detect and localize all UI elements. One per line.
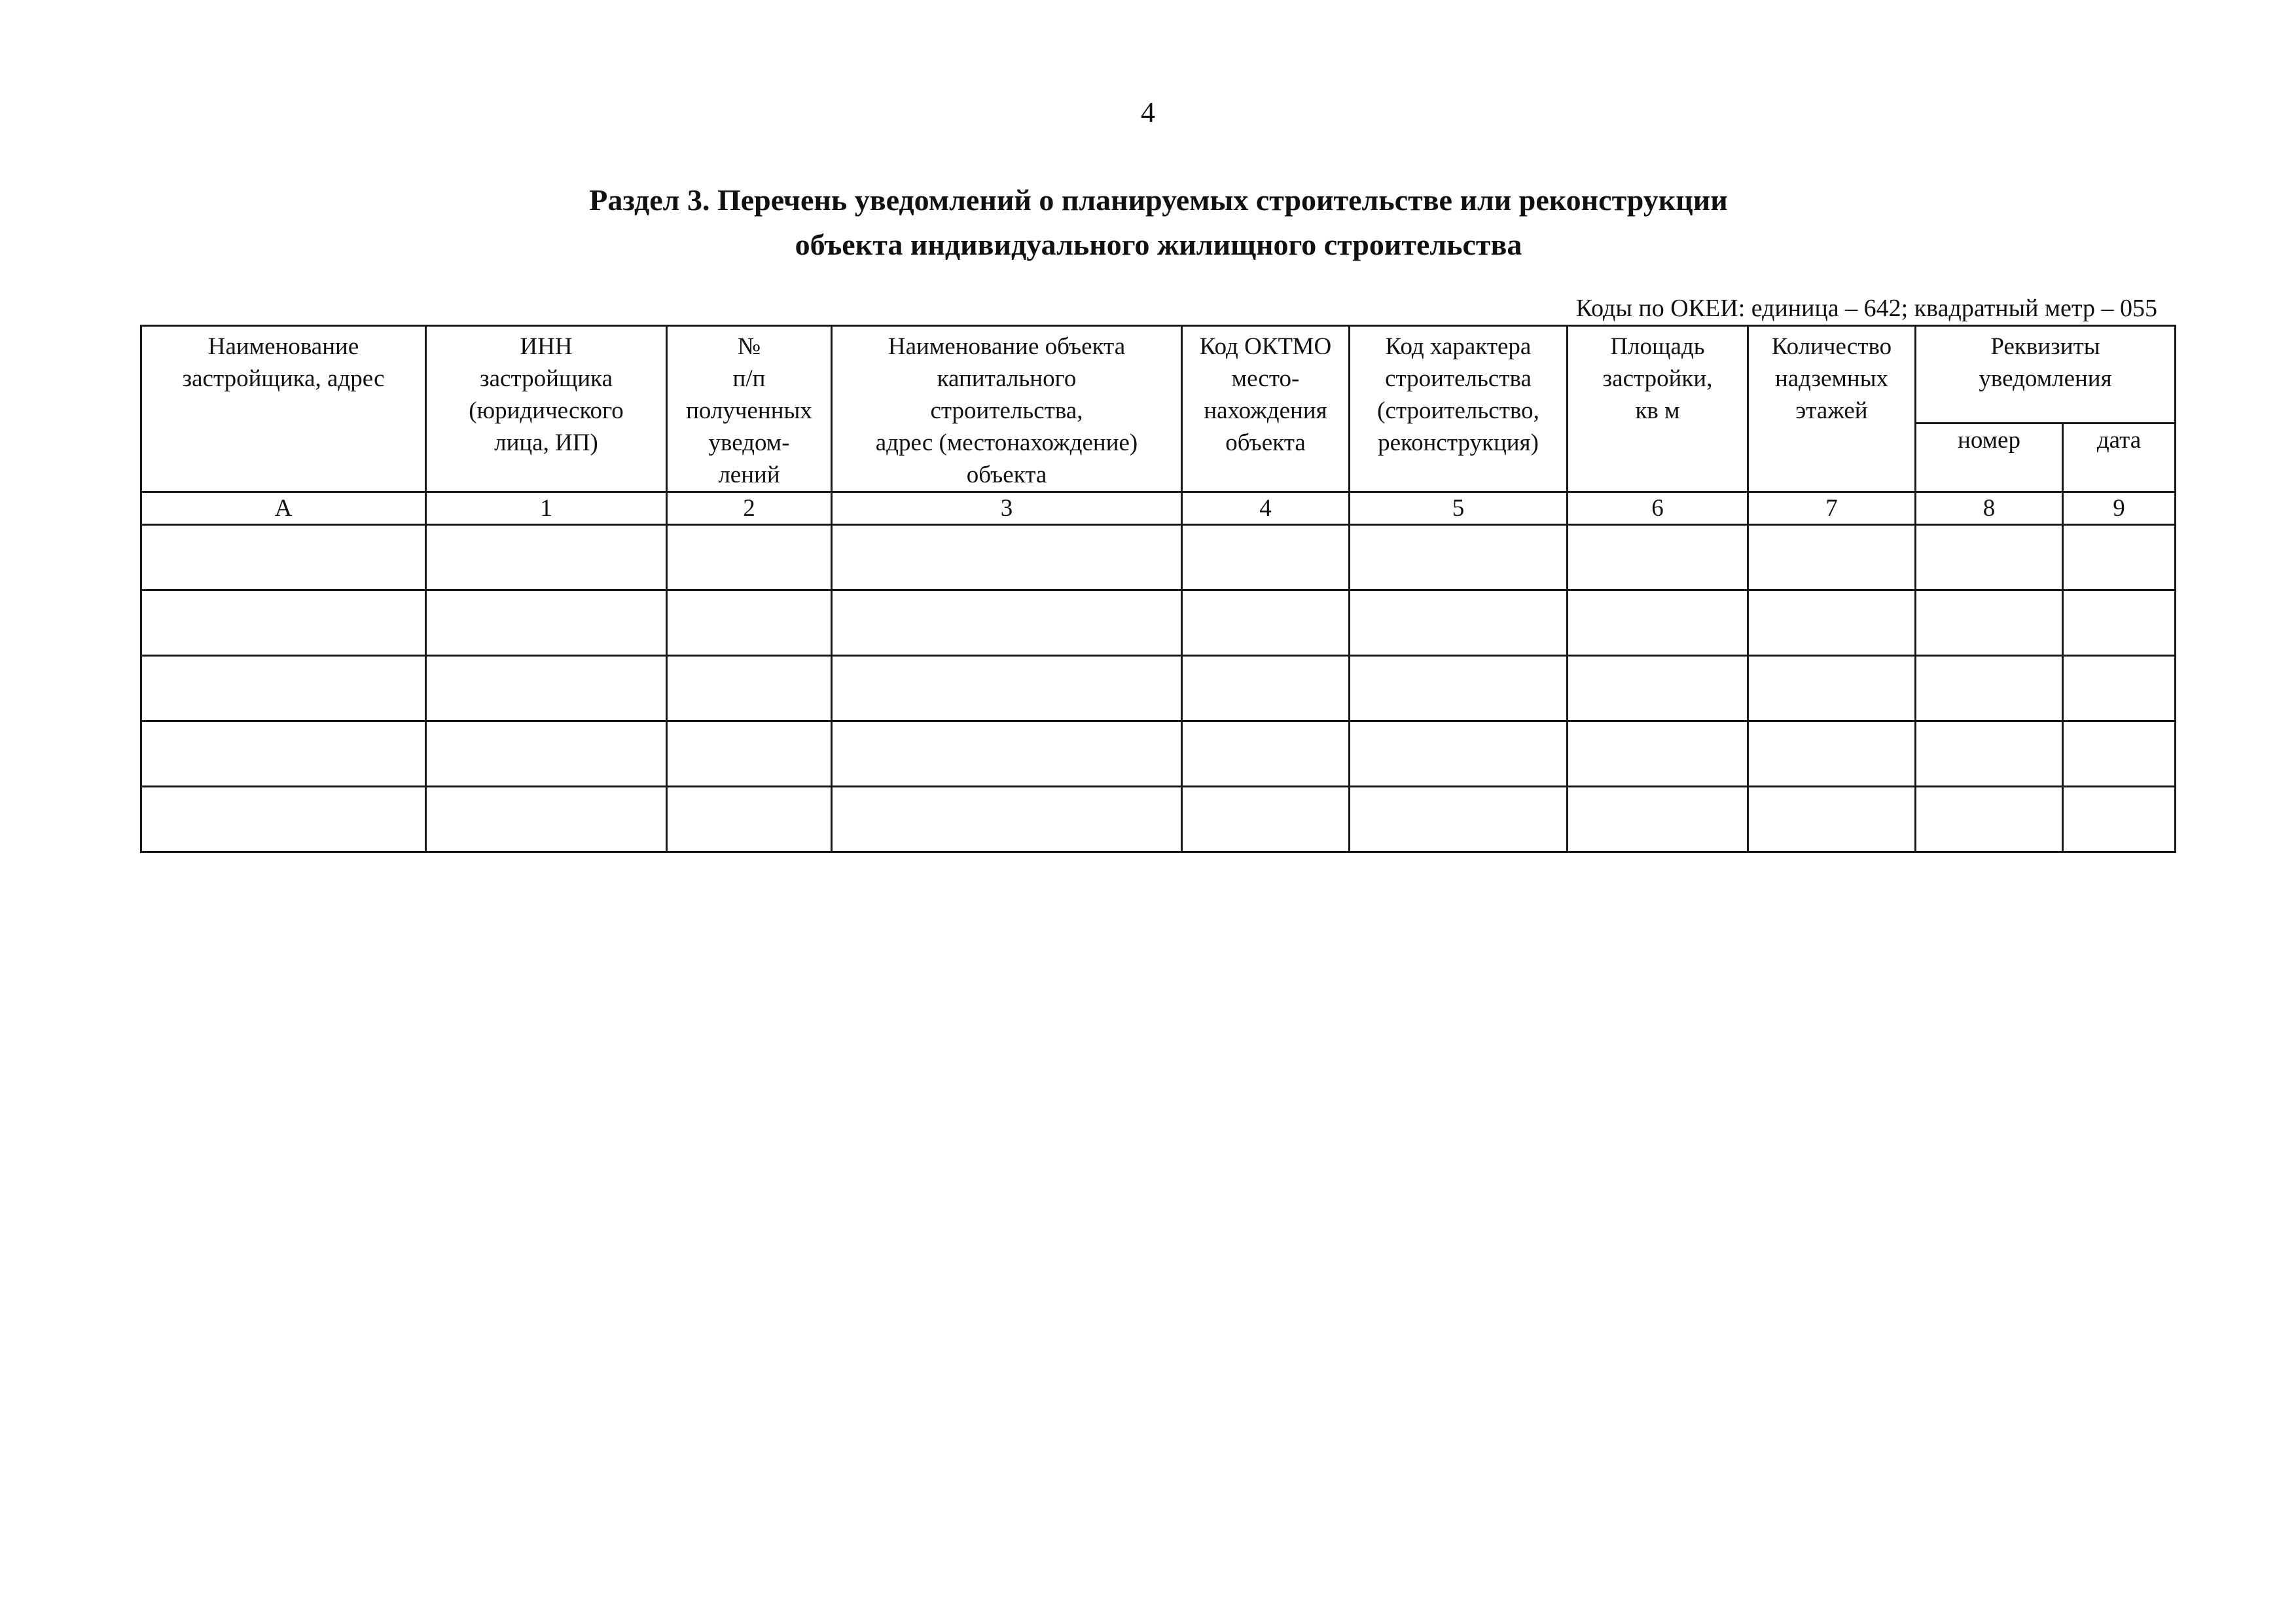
table-row (141, 787, 2176, 852)
header-floors-count: Количество надземных этажей (1748, 326, 1916, 492)
table-cell[interactable] (141, 787, 426, 852)
table-row (141, 721, 2176, 787)
table-cell[interactable] (2063, 525, 2176, 590)
table-cell[interactable] (1350, 721, 1568, 787)
table-cell[interactable] (1568, 656, 1748, 721)
header-notification-number: № п/п полученных уведом- лений (667, 326, 832, 492)
column-number: 8 (1916, 492, 2063, 525)
table-cell[interactable] (141, 721, 426, 787)
table-cell[interactable] (1748, 590, 1916, 656)
table-cell[interactable] (426, 590, 667, 656)
header-object-name: Наименование объекта капитального строительства, адрес (местонахождение) объекта (832, 326, 1182, 492)
table-row (141, 525, 2176, 590)
table-cell[interactable] (667, 721, 832, 787)
table-cell[interactable] (1916, 525, 2063, 590)
header-construction-type-code: Код характера строительства (строительство, реконструкция) (1350, 326, 1568, 492)
column-number: 3 (832, 492, 1182, 525)
column-numbers-row (141, 492, 2176, 525)
table-cell[interactable] (1182, 590, 1350, 656)
table-cell[interactable] (832, 656, 1182, 721)
header-notification-num: номер (1916, 424, 2063, 492)
column-number: 4 (1182, 492, 1350, 525)
table-cell[interactable] (1182, 525, 1350, 590)
table-cell[interactable] (141, 590, 426, 656)
table-cell[interactable] (667, 590, 832, 656)
header-notification-date: дата (2063, 424, 2176, 492)
column-number: 7 (1748, 492, 1916, 525)
table-cell[interactable] (1748, 721, 1916, 787)
notifications-table (140, 325, 2176, 853)
column-number: А (141, 492, 426, 525)
table-cell[interactable] (1350, 656, 1568, 721)
table-cell[interactable] (832, 525, 1182, 590)
table-cell[interactable] (1568, 787, 1748, 852)
section-title (327, 178, 1990, 267)
table-cell[interactable] (426, 721, 667, 787)
table-cell[interactable] (1568, 525, 1748, 590)
table-cell[interactable] (426, 525, 667, 590)
table-cell[interactable] (1182, 787, 1350, 852)
table-cell[interactable] (426, 787, 667, 852)
table-cell[interactable] (1748, 525, 1916, 590)
table-cell[interactable] (1916, 787, 2063, 852)
table-cell[interactable] (1748, 787, 1916, 852)
table-cell[interactable] (1568, 590, 1748, 656)
table-row (141, 656, 2176, 721)
section-title-line-2: объекта индивидуального жилищного строительства (795, 228, 1522, 261)
column-number: 5 (1350, 492, 1568, 525)
table-cell[interactable] (832, 787, 1182, 852)
table-cell[interactable] (426, 656, 667, 721)
table-cell[interactable] (667, 525, 832, 590)
header-building-area: Площадь застройки, кв м (1568, 326, 1748, 492)
header-oktmo-code: Код ОКТМО место- нахождения объекта (1182, 326, 1350, 492)
table-cell[interactable] (2063, 590, 2176, 656)
table-cell[interactable] (1748, 656, 1916, 721)
table-cell[interactable] (1350, 590, 1568, 656)
column-number: 2 (667, 492, 832, 525)
table-cell[interactable] (2063, 787, 2176, 852)
table-cell[interactable] (1568, 721, 1748, 787)
table-cell[interactable] (832, 590, 1182, 656)
header-developer-name: Наименование застройщика, адрес (141, 326, 426, 492)
table-cell[interactable] (1350, 787, 1568, 852)
table-cell[interactable] (667, 656, 832, 721)
table-cell[interactable] (1916, 721, 2063, 787)
table-cell[interactable] (1350, 525, 1568, 590)
table-cell[interactable] (1916, 590, 2063, 656)
table-cell[interactable] (667, 787, 832, 852)
table-cell[interactable] (141, 525, 426, 590)
column-number: 1 (426, 492, 667, 525)
table-data-rows (141, 525, 2176, 852)
table-cell[interactable] (2063, 721, 2176, 787)
table-cell[interactable] (141, 656, 426, 721)
table-cell[interactable] (1916, 656, 2063, 721)
page-number: 4 (1141, 96, 1155, 128)
header-developer-inn: ИНН застройщика (юридического лица, ИП) (426, 326, 667, 492)
table-cell[interactable] (2063, 656, 2176, 721)
table-cell[interactable] (832, 721, 1182, 787)
okei-codes-note: Коды по ОКЕИ: единица – 642; квадратный метр – 055 (1575, 295, 2157, 322)
header-notification-details: Реквизиты уведомления (1916, 326, 2176, 424)
section-title-line-1: Раздел 3. Перечень уведомлений о планируемых строительстве или реконструкции (589, 183, 1728, 217)
table-cell[interactable] (1182, 721, 1350, 787)
table-cell[interactable] (1182, 656, 1350, 721)
column-number: 9 (2063, 492, 2176, 525)
column-number: 6 (1568, 492, 1748, 525)
table-row (141, 590, 2176, 656)
